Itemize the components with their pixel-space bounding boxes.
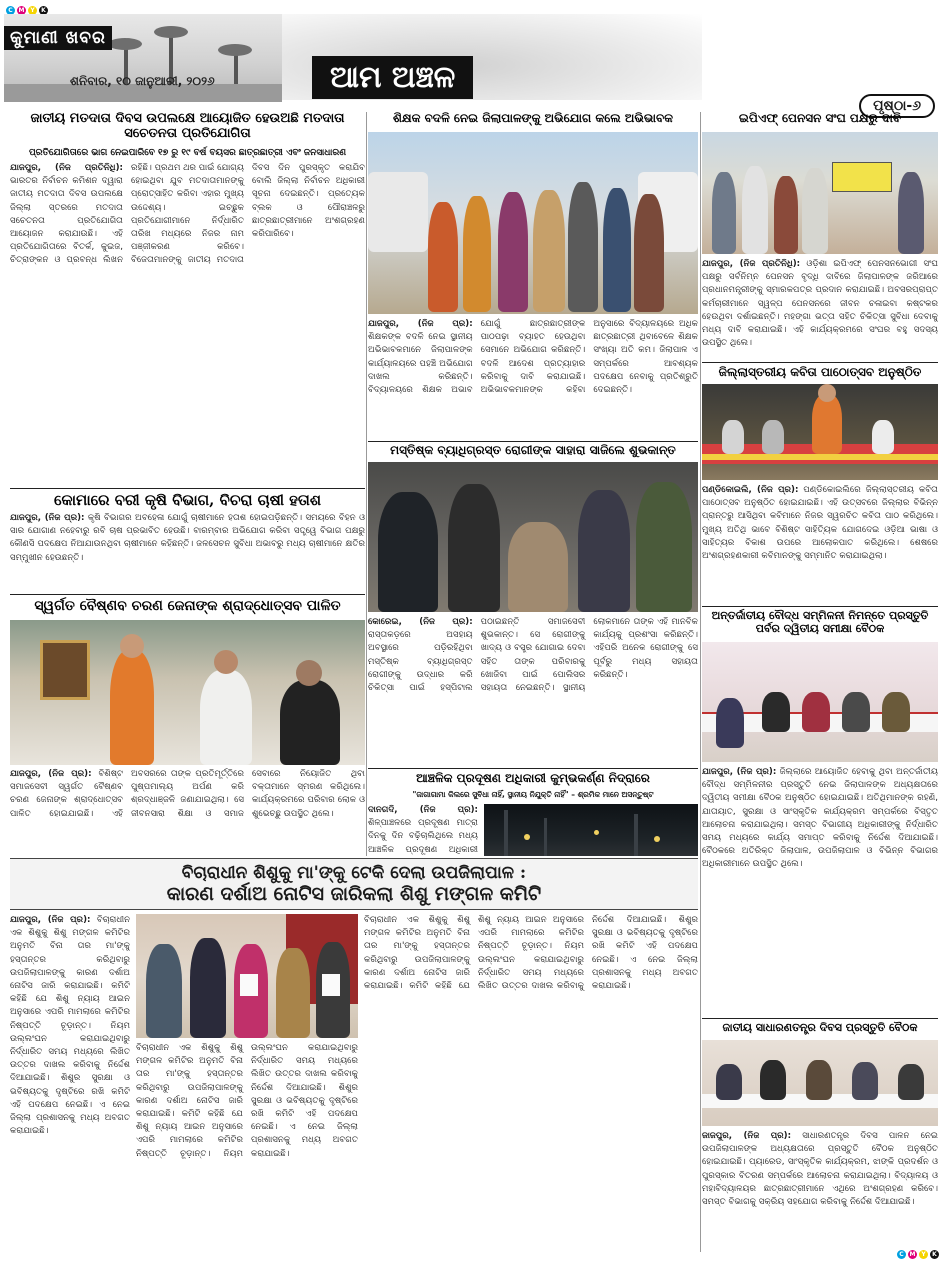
photo-review-meeting	[702, 642, 938, 762]
headline-vaishnav: ସ୍ୱର୍ଗତ ବୈଷ୍ଣବ ଚରଣ ଜେନାଙ୍କ ଶ୍ରାଦ୍ଧୋତ୍ସବ ପାଳିତ	[34, 598, 341, 614]
article-body: କୃଷି ବିଭାଗର ଅବହେଳା ଯୋଗୁଁ ଚାଷୀମାନେ ହତାଶ ହୋଇପଡ଼ିଛନ୍ତି। ସମୟରେ ବିହନ ଓ ସାର ଯୋଗାଣ ନହେବାରୁ ରବି ଚାଷ ପ୍ରଭାବିତ ହେଉଛି। ବାରମ୍ବାର ଅଭିଯୋଗ କରିବା ସତ୍ତ୍ୱେ ବିଭାଗ ପକ୍ଷରୁ କୌଣସି ପଦକ୍ଷେପ ନିଆଯାଉନଥିବା ଚାଷୀମାନେ କହିଛନ୍ତି। ଜଳସେଚନ ସୁବିଧା ଅଭାବରୁ ମଧ୍ୟ ଚାଷୀମାନେ କ୍ଷତିର ସମ୍ମୁଖୀନ ହେଉଛନ୍ତି।	[10, 513, 365, 563]
subhead-voters-day: ପ୍ରତିଯୋଗିତାରେ ଭାଗ ନେଇପାରିବେ ୧୭ ରୁ ୧୯ ବର୍ଷ ବୟସର ଛାତ୍ରଛାତ୍ରୀ ଏବଂ ଜନସାଧାରଣ	[28, 148, 347, 158]
section-title: ଆମ ଅଞ୍ଚଳ	[312, 56, 473, 99]
dateline: ଯାଜପୁର, (ନିଜ ପ୍ରତିନିଧି):	[10, 163, 123, 173]
article-body: ବିଶିଷ୍ଟ ସମାଜସେବୀ ସ୍ୱର୍ଗତ ବୈଷ୍ଣବ ଚରଣ ଜେନାଙ୍କ ଶ୍ରାଦ୍ଧୋତ୍ସବ ପାଳିତ ହୋଇଯାଇଛି। ଏହି ଅବସରରେ ତାଙ୍କ ପ୍ରତିମୂର୍ତ୍ତିରେ ପୁଷ୍ପମାଲ୍ୟ ଅର୍ପଣ କରି ଶ୍ରଦ୍ଧାଞ୍ଜଳି ଜଣାଯାଇଥିଲା। ସେ ଜୀବନସାରା ଶିକ୍ଷା ଓ ସମାଜ ସେବାରେ ନିୟୋଜିତ ଥିବା ବକ୍ତାମାନେ ସ୍ମରଣ କରିଥିଲେ। କାର୍ଯ୍ୟକ୍ରମରେ ପରିବାର ଲୋକ ଓ ଶୁଭେଚ୍ଛୁ ଉପସ୍ଥିତ ଥିଲେ।	[10, 769, 365, 819]
article-body: ବିଚାରାଧୀନ ଏକ ଶିଶୁକୁ ଶିଶୁ ମଙ୍ଗଳ କମିଟିର ଅନୁମତି ବିନା ତାର ମା'ଙ୍କୁ ହସ୍ତାନ୍ତର କରିଥିବାରୁ ଉପଜିଲାପାଳଙ୍କୁ କାରଣ ଦର୍ଶାଅ ନୋଟିସ ଜାରି କରାଯାଇଛି। କମିଟି କହିଛି ଯେ ଶିଶୁ ନ୍ୟାୟ ଆଇନ ଅନୁସାରେ ଏପରି ମାମଲାରେ କମିଟିର ନିଷ୍ପତ୍ତି ଚୂଡ଼ାନ୍ତ। ନିୟମ ଉଲ୍ଲଂଘନ କରାଯାଇଥିବାରୁ ନିର୍ଦ୍ଧାରିତ ସମୟ ମଧ୍ୟରେ ଲିଖିତ ଉତ୍ତର ଦାଖଲ କରିବାକୁ ନିର୍ଦ୍ଦେଶ ଦିଆଯାଇଛି। ଶିଶୁର ସୁରକ୍ଷା ଓ ଭବିଷ୍ୟତକୁ ଦୃଷ୍ଟିରେ ରଖି କମିଟି ଏହି ପଦକ୍ଷେପ ନେଇଛି। ଏ ନେଇ ଜିଲ୍ଲା ପ୍ରଶାସନକୁ ମଧ୍ୟ ଅବଗତ କରାଯାଇଛି।	[10, 915, 130, 1137]
article-body: ଶିକ୍ଷକଙ୍କ ବଦଳି ନେଇ ସ୍ଥାନୀୟ ଅଭିଭାବକମାନେ ଜିଲାପାଳଙ୍କ କାର୍ଯ୍ୟାଳୟରେ ପହଞ୍ଚି ଅଭିଯୋଗ ଦାଖଲ କରିଛନ୍ତି। ବିଦ୍ୟାଳୟରେ ଶିକ୍ଷକ ଅଭାବ ଯୋଗୁଁ ଛାତ୍ରଛାତ୍ରୀଙ୍କ ପାଠପଢ଼ା ବ୍ୟାହତ ହେଉଥିବା ସେମାନେ ଅଭିଯୋଗ କରିଛନ୍ତି। ବଦଳି ଆଦେଶ ପ୍ରତ୍ୟାହାର କରିବାକୁ ଦାବି କରାଯାଇଛି। ଅଭିଭାବକମାନଙ୍କ କହିବା ଅନୁସାରେ ବିଦ୍ୟାଳୟରେ ଅଧିକ ଛାତ୍ରଛାତ୍ରୀ ଥିବାବେଳେ ଶିକ୍ଷକ ସଂଖ୍ୟା ଅତି କମ। ଜିଲାପାଳ ଏ ସମ୍ପର୍କରେ ଆବଶ୍ୟକ ପଦକ୍ଷେପ ନେବାକୁ ପ୍ରତିଶ୍ରୁତି ଦେଇଛନ୍ତି।	[368, 319, 698, 396]
headline-republic-day: ଜାତୀୟ ସାଧାରଣତନ୍ତ୍ର ଦିବସ ପ୍ରସ୍ତୁତି ବୈଠକ	[722, 1021, 918, 1034]
photo-republic-day-meeting	[702, 1040, 938, 1126]
reg-mark-y: Y	[919, 1250, 928, 1259]
headline-voters-day: ଜାତୀୟ ମତଦାତା ଦିବସ ଉପଲକ୍ଷେ ଆୟୋଜିତ ହେଉଅଛି ମତଦାତା ସଚେତନତା ପ୍ରତିଯୋଗିତା	[30, 111, 345, 141]
article-child-welfare-col1	[10, 914, 130, 1252]
photo-poetry-stage	[702, 384, 938, 480]
subhead-pollution: "ଜାଗାଗାମା କିଲରେ ସୁବିଧା ନାହିଁ, ସ୍ଥାନୀୟ ନିଯୁକ୍ତି ନାହିଁ" – ଶ୍ରମିକ ମାନେ ଅସନ୍ତୁଷ୍ଟ	[412, 790, 654, 799]
page-number-badge: ପୃଷ୍ଠା-୬	[859, 94, 935, 118]
article-budget-meeting	[702, 766, 938, 1016]
dateline: ଯାଜପୁର, (ନିଜ ପ୍ର):	[10, 769, 92, 779]
article-body: ବିଚାରାଧୀନ ଏକ ଶିଶୁକୁ ଶିଶୁ ମଙ୍ଗଳ କମିଟିର ଅନୁମତି ବିନା ତାର ମା'ଙ୍କୁ ହସ୍ତାନ୍ତର କରିଥିବାରୁ ଉପଜିଲାପାଳଙ୍କୁ କାରଣ ଦର୍ଶାଅ ନୋଟିସ ଜାରି କରାଯାଇଛି। କମିଟି କହିଛି ଯେ ଶିଶୁ ନ୍ୟାୟ ଆଇନ ଅନୁସାରେ ଏପରି ମାମଲାରେ କମିଟିର ନିଷ୍ପତ୍ତି ଚୂଡ଼ାନ୍ତ। ନିୟମ ଉଲ୍ଲଂଘନ କରାଯାଇଥିବାରୁ ନିର୍ଦ୍ଧାରିତ ସମୟ ମଧ୍ୟରେ ଲିଖିତ ଉତ୍ତର ଦାଖଲ କରିବାକୁ ନିର୍ଦ୍ଦେଶ ଦିଆଯାଇଛି। ଶିଶୁର ସୁରକ୍ଷା ଓ ଭବିଷ୍ୟତକୁ ଦୃଷ୍ଟିରେ ରଖି କମିଟି ଏହି ପଦକ୍ଷେପ ନେଇଛି। ଏ ନେଇ ଜିଲ୍ଲା ପ୍ରଶାସନକୁ ମଧ୍ୟ ଅବଗତ କରାଯାଇଛି।	[136, 1043, 358, 1159]
article-republic-day	[702, 1130, 938, 1240]
article-vaishnav	[10, 768, 365, 854]
reg-mark-c: C	[897, 1250, 906, 1259]
dateline: ପଣ୍ଡିକୋଇଲି, (ନିଜ ପ୍ର):	[702, 485, 799, 495]
article-child-welfare-col3	[364, 914, 698, 1252]
dateline: ଯାଜପୁର, (ନିଜ ପ୍ର):	[10, 513, 85, 523]
article-body: ଭାରତର ନିର୍ବାଚନ କମିଶନ ଦ୍ୱାରା ଜାତୀୟ ମତଦାତା ଦିବସ ଉପଲକ୍ଷେ ଜିଲ୍ଲା ସ୍ତରରେ ମତଦାତା ସଚେତନତା ପ୍ରତିଯୋଗିତା ଆୟୋଜନ କରାଯାଉଛି। ଏହି ପ୍ରତିଯୋଗିତାରେ ବିତର୍କ, କୁଇଜ, ଚିତ୍ରାଙ୍କନ ଓ ପ୍ରବନ୍ଧ ଲିଖନ ରହିଛି। ପ୍ରଥମ ଥର ପାଇଁ ଯୋଗ୍ୟ ହୋଇଥିବା ଯୁବ ମତଦାତାମାନଙ୍କୁ ପ୍ରୋତ୍ସାହିତ କରିବା ଏହାର ମୁଖ୍ୟ ଉଦ୍ଦେଶ୍ୟ। ଇଚ୍ଛୁକ ପ୍ରତିଯୋଗୀମାନେ ନିର୍ଦ୍ଧାରିତ ତାରିଖ ମଧ୍ୟରେ ନିଜର ନାମ ପଞ୍ଜୀକରଣ କରିବେ। ବିଜେତାମାନଙ୍କୁ ଜାତୀୟ ମତଦାତା ଦିବସ ଦିନ ପୁରସ୍କୃତ କରାଯିବ ବୋଲି ଜିଲ୍ଲା ନିର୍ବାଚନ ଅଧିକାରୀ ସୂଚନା ଦେଇଛନ୍ତି। ପ୍ରତ୍ୟେକ ବ୍ଲକ ଓ ପୌରାଞ୍ଚଳରୁ ଛାତ୍ରଛାତ୍ରୀମାନେ ଅଂଶଗ୍ରହଣ କରିପାରିବେ।	[10, 163, 365, 266]
reg-mark-k: K	[930, 1250, 939, 1259]
article-eps-pension	[702, 258, 938, 358]
article-child-welfare-col2	[136, 1042, 358, 1252]
headline-banner-child-welfare	[10, 858, 698, 910]
reg-mark-m: M	[18, 7, 25, 14]
article-body: ଓଡ଼ିଶା ଇପିଏଫ୍ ପେନସନଭୋଗୀ ସଂଘ ପକ୍ଷରୁ ସର୍ବନିମ୍ନ ପେନସନ ବୃଦ୍ଧି ଦାବିରେ ଜିଲାପାଳଙ୍କ ଜରିଆରେ ପ୍ରଧାନମନ୍ତ୍ରୀଙ୍କୁ ସ୍ମାରକପତ୍ର ପ୍ରଦାନ କରାଯାଇଛି। ଅବସରପ୍ରାପ୍ତ କର୍ମଚାରୀମାନେ ସ୍ୱଳ୍ପ ପେନସନରେ ଜୀବନ ଚଳାଇବା କଷ୍ଟକର ହେଉଥିବା ଦର୍ଶାଇଛନ୍ତି। ମହଙ୍ଗା ଭତ୍ତା ସହିତ ଚିକିତ୍ସା ସୁବିଧା ଦେବାକୁ ମଧ୍ୟ ଦାବି କରାଯାଇଛି। ଏହି କାର୍ଯ୍ୟକ୍ରମରେ ସଂଘର ବହୁ ସଦସ୍ୟ ଉପସ୍ଥିତ ଥିଲେ।	[702, 259, 938, 349]
article-pollution	[368, 804, 478, 856]
photo-parents-protest	[368, 132, 698, 314]
photo-rescue-group	[368, 462, 698, 612]
reg-mark-m: M	[909, 1251, 916, 1258]
article-body: ସାଧାରଣତନ୍ତ୍ର ଦିବସ ପାଳନ ନେଇ ଉପଜିଲାପାଳଙ୍କ ଅଧ୍ୟକ୍ଷତାରେ ପ୍ରସ୍ତୁତି ବୈଠକ ଅନୁଷ୍ଠିତ ହୋଇଯାଇଛି। ପ୍ୟାରେଡ, ସାଂସ୍କୃତିକ କାର୍ଯ୍ୟକ୍ରମ, ଝାଙ୍କି ପ୍ରଦର୍ଶନ ଓ ପୁରସ୍କାର ବିତରଣ ସମ୍ପର୍କରେ ଆଲୋଚନା କରାଯାଇଥିଲା। ବିଦ୍ୟାଳୟ ଓ ମହାବିଦ୍ୟାଳୟର ଛାତ୍ରଛାତ୍ରୀମାନେ ଏଥିରେ ଅଂଶଗ୍ରହଣ କରିବେ। ସମସ୍ତ ବିଭାଗକୁ ସକ୍ରିୟ ସହଯୋଗ କରିବାକୁ ନିର୍ଦ୍ଦେଶ ଦିଆଯାଇଛି।	[702, 1131, 938, 1208]
dateline: ଯାଜପୁର, (ନିଜ ପ୍ରତିନିଧି):	[702, 259, 801, 269]
photo-child-handover	[136, 914, 358, 1038]
article-body: ବିଚାରାଧୀନ ଏକ ଶିଶୁକୁ ଶିଶୁ ମଙ୍ଗଳ କମିଟିର ଅନୁମତି ବିନା ତାର ମା'ଙ୍କୁ ହସ୍ତାନ୍ତର କରିଥିବାରୁ ଉପଜିଲାପାଳଙ୍କୁ କାରଣ ଦର୍ଶାଅ ନୋଟିସ ଜାରି କରାଯାଇଛି। କମିଟି କହିଛି ଯେ ଶିଶୁ ନ୍ୟାୟ ଆଇନ ଅନୁସାରେ ଏପରି ମାମଲାରେ କମିଟିର ନିଷ୍ପତ୍ତି ଚୂଡ଼ାନ୍ତ। ନିୟମ ଉଲ୍ଲଂଘନ କରାଯାଇଥିବାରୁ ନିର୍ଦ୍ଧାରିତ ସମୟ ମଧ୍ୟରେ ଲିଖିତ ଉତ୍ତର ଦାଖଲ କରିବାକୁ ନିର୍ଦ୍ଦେଶ ଦିଆଯାଇଛି। ଶିଶୁର ସୁରକ୍ଷା ଓ ଭବିଷ୍ୟତକୁ ଦୃଷ୍ଟିରେ ରଖି କମିଟି ଏହି ପଦକ୍ଷେପ ନେଇଛି। ଏ ନେଇ ଜିଲ୍ଲା ପ୍ରଶାସନକୁ ମଧ୍ୟ ଅବଗତ କରାଯାଇଛି।	[364, 915, 698, 992]
article-body: ପଣ୍ଡିକୋଇଲିରେ ଜିଲ୍ଲାସ୍ତରୀୟ କବିତା ପାଠୋତ୍ସବ ଅନୁଷ୍ଠିତ ହୋଇଯାଇଛି। ଏହି ଉତ୍ସବରେ ଜିଲ୍ଲାର ବିଭିନ୍ନ ପ୍ରାନ୍ତରୁ ଆସିଥିବା କବିମାନେ ନିଜର ସ୍ୱରଚିତ କବିତା ପାଠ କରିଥିଲେ। ମୁଖ୍ୟ ଅତିଥି ଭାବେ ବିଶିଷ୍ଟ ସାହିତ୍ୟିକ ଯୋଗଦେଇ ଓଡ଼ିଆ ଭାଷା ଓ ସାହିତ୍ୟର ବିକାଶ ଉପରେ ଆଲୋକପାତ କରିଥିଲେ। ଶେଷରେ ଅଂଶଗ୍ରହଣକାରୀ କବିମାନଙ୍କୁ ସମ୍ମାନିତ କରାଯାଇଥିଲା।	[702, 485, 938, 562]
reg-mark-y: Y	[28, 6, 37, 15]
dateline: ଯାଜପୁର, (ନିଜ ପ୍ର):	[368, 319, 473, 329]
article-body: ରାସ୍ତାକଡ଼ରେ ଅସହାୟ ଅବସ୍ଥାରେ ପଡ଼ିରହିଥିବା ମସ୍ତିଷ୍କ ବ୍ୟାଧିଗ୍ରସ୍ତ ରୋଗୀଙ୍କୁ ଉଦ୍ଧାର କରି ଚିକିତ୍ସା ପାଇଁ ହସ୍ପିଟାଲ ପଠାଇଛନ୍ତି ସମାଜସେବୀ ଶୁଭକାନ୍ତ। ସେ ରୋଗୀଙ୍କୁ ଖାଦ୍ୟ ଓ ବସ୍ତ୍ର ଯୋଗାଇ ଦେବା ସହିତ ତାଙ୍କ ପରିବାରକୁ ଖୋଜିବା ପାଇଁ ପୋଲିସର ସହାୟତା ନେଇଛନ୍ତି। ସ୍ଥାନୀୟ ଲୋକମାନେ ତାଙ୍କ ଏହି ମାନବିକ କାର୍ଯ୍ୟକୁ ପ୍ରଶଂସା କରିଛନ୍ତି। ଏହିପରି ଅନେକ ରୋଗୀଙ୍କୁ ସେ ପୂର୍ବରୁ ମଧ୍ୟ ସହାୟତା କରିଛନ୍ତି।	[368, 617, 698, 694]
dateline: ଜାଜପୁର, (ନିଜ ପ୍ର):	[702, 1131, 792, 1141]
headline-child-welfare-line1: ବିଚାରାଧୀନ ଶିଶୁକୁ ମା'ଙ୍କୁ ଟେକି ଦେଲା ଉପଜିଲାପାଳ :	[181, 863, 527, 883]
registration-marks-bottom	[897, 1250, 939, 1259]
masthead	[0, 14, 945, 114]
article-poetry-fest	[702, 484, 938, 604]
headline-budget-meeting: ଅନ୍ତର୍ଜାତୀୟ ବୌଦ୍ଧ ସମ୍ମିଳନୀ ନିମନ୍ତେ ପ୍ରସ୍ତୁତି ପର୍ବର ଦ୍ୱିତୀୟ ସମୀକ୍ଷା ବୈଠକ	[711, 609, 929, 635]
headline-pollution: ଆଞ୍ଚଳିକ ପ୍ରଦୂଷଣ ଅଧିକାରୀ କୁମ୍ଭକର୍ଣ୍ଣ ନିଦ୍ରାରେ	[416, 771, 650, 785]
article-mental-patients	[368, 616, 698, 766]
article-voters-day	[10, 162, 365, 484]
article-body: ଜିଲ୍ଲାରେ ଆୟୋଜିତ ହେବାକୁ ଥିବା ଅନ୍ତର୍ଜାତୀୟ ବୌଦ୍ଧ ସମ୍ମିଳନୀର ପ୍ରସ୍ତୁତି ନେଇ ଜିଲାପାଳଙ୍କ ଅଧ୍ୟକ୍ଷତାରେ ଦ୍ୱିତୀୟ ସମୀକ୍ଷା ବୈଠକ ଅନୁଷ୍ଠିତ ହୋଇଯାଇଛି। ଅତିଥିମାନଙ୍କ ରହଣି, ଯାତାୟାତ, ସୁରକ୍ଷା ଓ ସାଂସ୍କୃତିକ କାର୍ଯ୍ୟକ୍ରମ ସମ୍ପର୍କରେ ବିସ୍ତୃତ ଆଲୋଚନା କରାଯାଇଥିଲା। ସମସ୍ତ ବିଭାଗୀୟ ଅଧିକାରୀଙ୍କୁ ନିର୍ଦ୍ଧାରିତ ସମୟ ମଧ୍ୟରେ କାର୍ଯ୍ୟ ସମାପ୍ତ କରିବାକୁ ନିର୍ଦ୍ଦେଶ ଦିଆଯାଇଛି। ବୈଠକରେ ଅତିରିକ୍ତ ଜିଲାପାଳ, ଉପଜିଲାପାଳ ଓ ବିଭିନ୍ନ ବିଭାଗର ଅଧିକାରୀମାନେ ଉପସ୍ଥିତ ଥିଲେ।	[702, 767, 938, 870]
reg-mark-k: K	[39, 6, 48, 15]
photo-night-industrial	[484, 804, 698, 856]
headline-poetry-fest: ଜିଲ୍ଲାସ୍ତରୀୟ କବିତା ପାଠୋତ୍ସବ ଅନୁଷ୍ଠିତ	[718, 365, 922, 379]
article-body: ଶିଳ୍ପାଞ୍ଚଳରେ ପ୍ରଦୂଷଣ ମାତ୍ରା ଦିନକୁ ଦିନ ବଢ଼ିଚାଲିଥିଲେ ମଧ୍ୟ ଆଞ୍ଚଳିକ ପ୍ରଦୂଷଣ ଅଧିକାରୀ	[368, 818, 478, 855]
reg-mark-c: C	[6, 6, 15, 15]
headline-mental-patients: ମସ୍ତିଷ୍କ ବ୍ୟାଧିଗ୍ରସ୍ତ ରୋଗୀଙ୍କ ସାହାରା ସାଜିଲେ ଶୁଭକାନ୍ତ	[390, 443, 676, 457]
dateline: ଯାଜପୁର, (ନିଜ ପ୍ର):	[10, 915, 91, 925]
headline-agri-dept: କୋମାରେ ବରୀ କୃଷି ବିଭାଗ, ବିଚରା ଚାଷୀ ହତାଶ	[53, 491, 322, 509]
article-teacher-transfer	[368, 318, 698, 440]
photo-pension-protest	[702, 132, 938, 254]
paper-name: କୁମାଣୀ ଖବର	[4, 26, 112, 50]
headline-eps-pension: ଇପିଏଫ୍ ପେନସନ ସଂଘ ପକ୍ଷରୁ ଦାବି	[738, 111, 902, 125]
headline-child-welfare-line2: କାରଣ ଦର୍ଶାଅ ନୋଟିସ ଜାରିକଲା ଶିଶୁ ମଙ୍ଗଳ କମିଟି	[166, 883, 542, 905]
article-agri-dept	[10, 512, 365, 590]
headline-teacher-transfer: ଶିକ୍ଷକ ବଦଳି ନେଇ ଜିଲାପାଳଙ୍କୁ ଅଭିଯୋଗ କଲେ ଅଭିଭାବକ	[392, 111, 674, 125]
issue-date: ଶନିବାର, ୧୦ ଜାନୁଆରୀ, ୨୦୨୬	[70, 74, 215, 88]
photo-shraddha-ceremony	[10, 620, 365, 765]
dateline: କୋରେଇ, (ନିଜ ପ୍ର):	[368, 617, 473, 627]
dateline: ଯାଜପୁର, (ନିଜ ପ୍ର):	[702, 767, 777, 777]
dateline: ଦାନଗଦି, (ନିଜ ପ୍ର):	[368, 805, 478, 815]
